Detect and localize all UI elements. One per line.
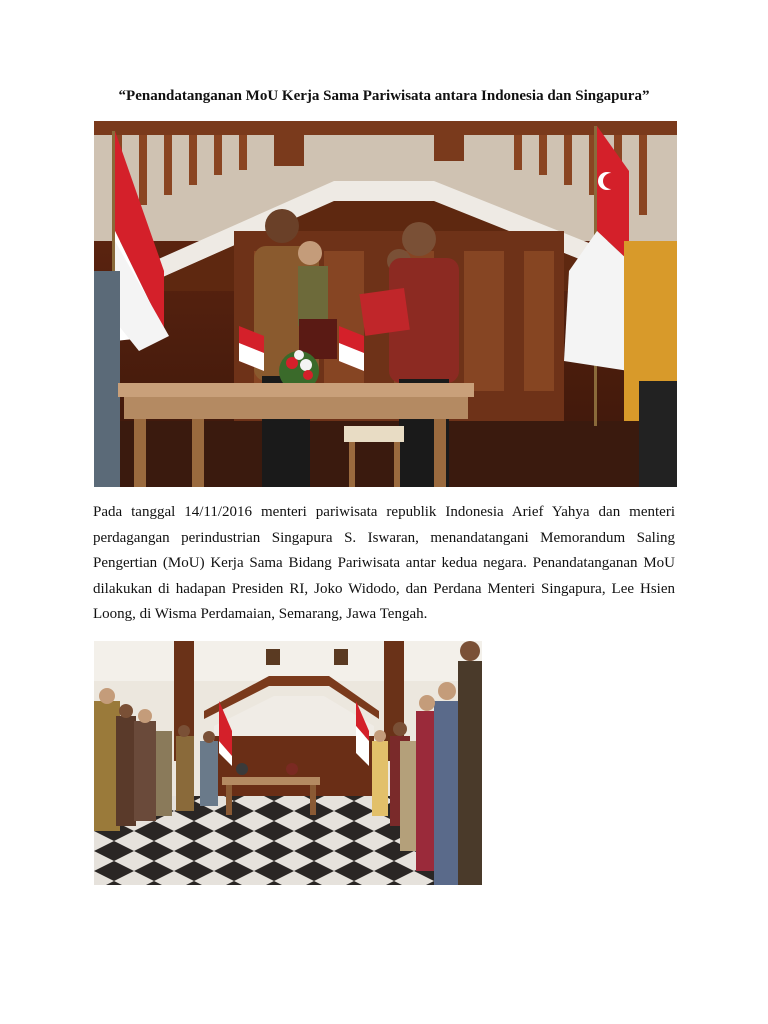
ceremony-hall-photo [94,641,482,885]
document-title: “Penandatanganan MoU Kerja Sama Pariwisata antara Indonesia dan Singapura” [118,88,650,104]
signing-ceremony-photo [94,121,677,487]
document-paragraph: Pada tanggal 14/11/2016 menteri pariwisata republik Indonesia Arief Yahya dan menteri perdagangan perindustrian Singapura S. Iswaran, menandatangani Memorandum Saling Pengertian (MoU) Kerja Sama Bidang Pariwisata antar kedua negara. Penandatanganan MoU dilakukan di hadapan Presiden RI, Joko Widodo, dan Perdana Menteri Singapura, Lee Hsien Loong, di Wisma Perdamaian, Semarang, Jawa Tengah. [93,504,675,622]
